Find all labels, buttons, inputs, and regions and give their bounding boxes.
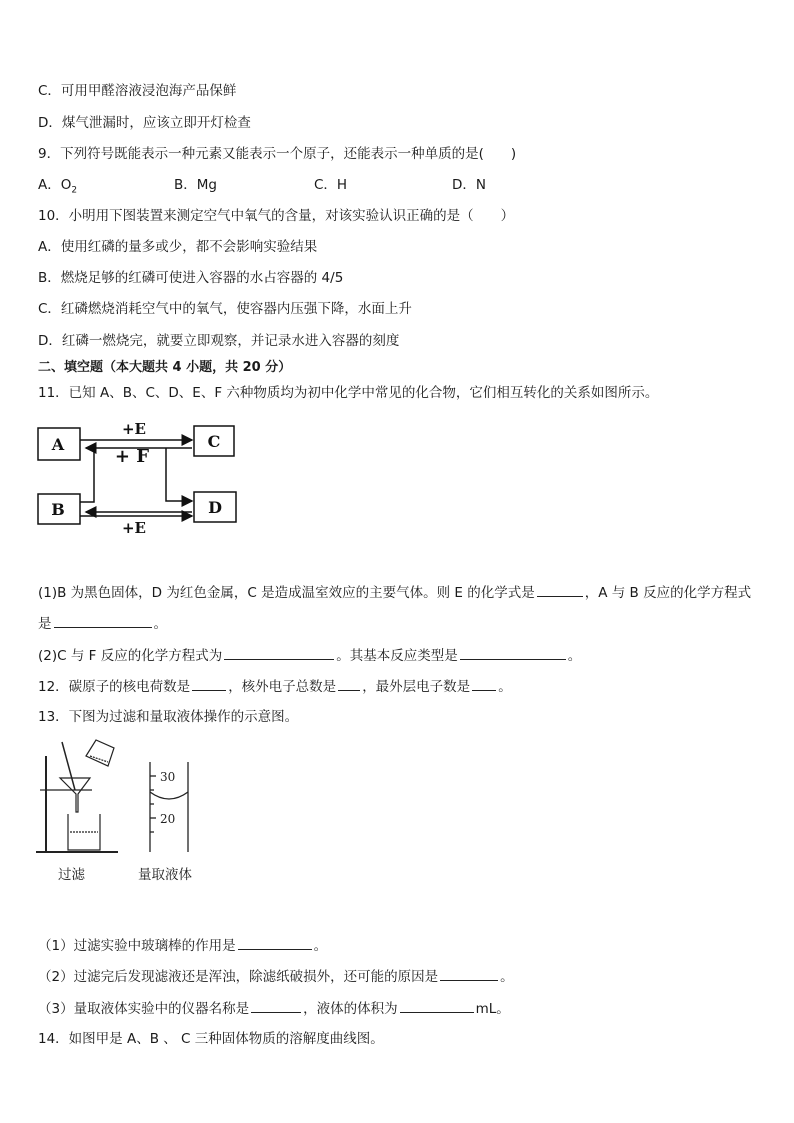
q9-option-c: C．H	[314, 177, 348, 193]
q13-part1	[38, 936, 327, 955]
answer-blank-reaction-type[interactable]	[460, 646, 566, 660]
q11-part1-line2	[38, 614, 167, 633]
answer-blank-electron-total[interactable]	[338, 677, 360, 691]
box-a-label: A	[51, 435, 65, 454]
q12-text-c: ，最外层电子数是	[362, 679, 471, 695]
answer-blank-e-formula[interactable]	[537, 583, 583, 597]
answer-blank-c-f-equation[interactable]	[224, 646, 334, 660]
q11-part1-text-c: 是	[38, 616, 52, 632]
arrow-label-top: +E	[121, 420, 147, 438]
q11-part1-line1	[38, 583, 751, 602]
q10-option-c: C．红磷燃烧消耗空气中的氧气，使容器内压强下降，水面上升	[38, 301, 412, 317]
answer-blank-nuclear-charge[interactable]	[192, 677, 226, 691]
tick-label-30: 30	[160, 770, 176, 784]
q9-option-a	[38, 176, 77, 200]
q13-part1-text-b: 。	[313, 938, 328, 954]
answer-blank-instrument-name[interactable]	[251, 999, 301, 1013]
caption-measure-liquid: 量取液体	[138, 867, 192, 883]
q11-relation-diagram	[36, 420, 246, 542]
q12	[38, 677, 512, 696]
answer-blank-outer-electrons[interactable]	[472, 677, 496, 691]
q9-option-a-text: A．O	[38, 177, 72, 193]
box-c-label: C	[207, 432, 221, 451]
q12-text-b: ，核外电子总数是	[228, 679, 337, 695]
q10-option-a: A．使用红磷的量多或少，都不会影响实验结果	[38, 239, 318, 255]
q11-part2	[38, 646, 581, 665]
q10-option-d: D．红磷一燃烧完，就要立即观察，并记录水进入容器的刻度	[38, 333, 400, 349]
q8-option-d: D．煤气泄漏时，应该立即开灯检查	[38, 115, 251, 131]
q12-text-d: 。	[498, 679, 512, 695]
q9-option-a-subscript: 2	[71, 185, 78, 196]
box-d-label: D	[208, 498, 222, 517]
answer-blank-a-b-equation[interactable]	[54, 614, 152, 628]
tick-label-20: 20	[160, 812, 176, 826]
q13-part1-text-a: （1）过滤实验中玻璃棒的作用是	[38, 938, 236, 954]
q9-option-d: D．N	[452, 177, 486, 193]
measuring-cylinder-figure	[140, 758, 200, 858]
q11-part2-text-b: 。其基本反应类型是	[336, 648, 458, 664]
q9-option-b: B．Mg	[174, 177, 217, 193]
arrow-label-mid: + F	[114, 446, 150, 467]
q14-stem: 14．如图甲是 A、B 、 C 三种固体物质的溶解度曲线图。	[38, 1031, 384, 1047]
q9-options	[38, 176, 738, 194]
q11-part1-text-b: ，A 与 B 反应的化学方程式	[584, 585, 752, 601]
q13-part3-text-b: ，液体的体积为	[303, 1001, 398, 1017]
answer-blank-turbid-reason[interactable]	[440, 967, 498, 981]
q13-part3-text-c: mL。	[475, 1001, 510, 1017]
arrow-label-bottom: +E	[121, 519, 147, 537]
q11-part1-text-a: (1)B 为黑色固体，D 为红色金属，C 是造成温室效应的主要气体。则 E 的化学式是	[38, 585, 535, 601]
q13-stem: 13．下图为过滤和量取液体操作的示意图。	[38, 709, 299, 725]
q12-text-a: 12．碳原子的核电荷数是	[38, 679, 191, 695]
q11-stem: 11．已知 A、B、C、D、E、F 六种物质均为初中化学中常见的化合物，它们相互转化的关系如图所示。	[38, 385, 659, 401]
box-b-label: B	[51, 500, 65, 519]
q11-part2-text-a: (2)C 与 F 反应的化学方程式为	[38, 648, 223, 664]
q11-part2-text-c: 。	[567, 648, 582, 664]
q10-stem: 10．小明用下图装置来测定空气中氧气的含量，对该实验认识正确的是（ ）	[38, 208, 515, 224]
filtration-apparatus-figure	[34, 738, 124, 858]
caption-filtration: 过滤	[58, 867, 85, 883]
q8-option-c: C．可用甲醛溶液浸泡海产品保鲜	[38, 83, 237, 99]
q13-part3-text-a: （3）量取液体实验中的仪器名称是	[38, 1001, 250, 1017]
q9-stem: 9．下列符号既能表示一种元素又能表示一个原子，还能表示一种单质的是( )	[38, 146, 517, 162]
section-heading: 二、填空题（本大题共 4 小题，共 20 分）	[38, 360, 292, 375]
q13-part2	[38, 967, 514, 986]
answer-blank-liquid-volume[interactable]	[400, 999, 474, 1013]
q13-part3	[38, 999, 510, 1018]
answer-blank-glass-rod-role[interactable]	[238, 936, 312, 950]
q13-part2-text-a: （2）过滤完后发现滤液还是浑浊，除滤纸破损外，还可能的原因是	[38, 969, 439, 985]
q11-part1-text-d: 。	[153, 616, 167, 632]
q10-option-b: B．燃烧足够的红磷可使进入容器的水占容器的 4/5	[38, 270, 344, 286]
q13-part2-text-b: 。	[500, 969, 514, 985]
